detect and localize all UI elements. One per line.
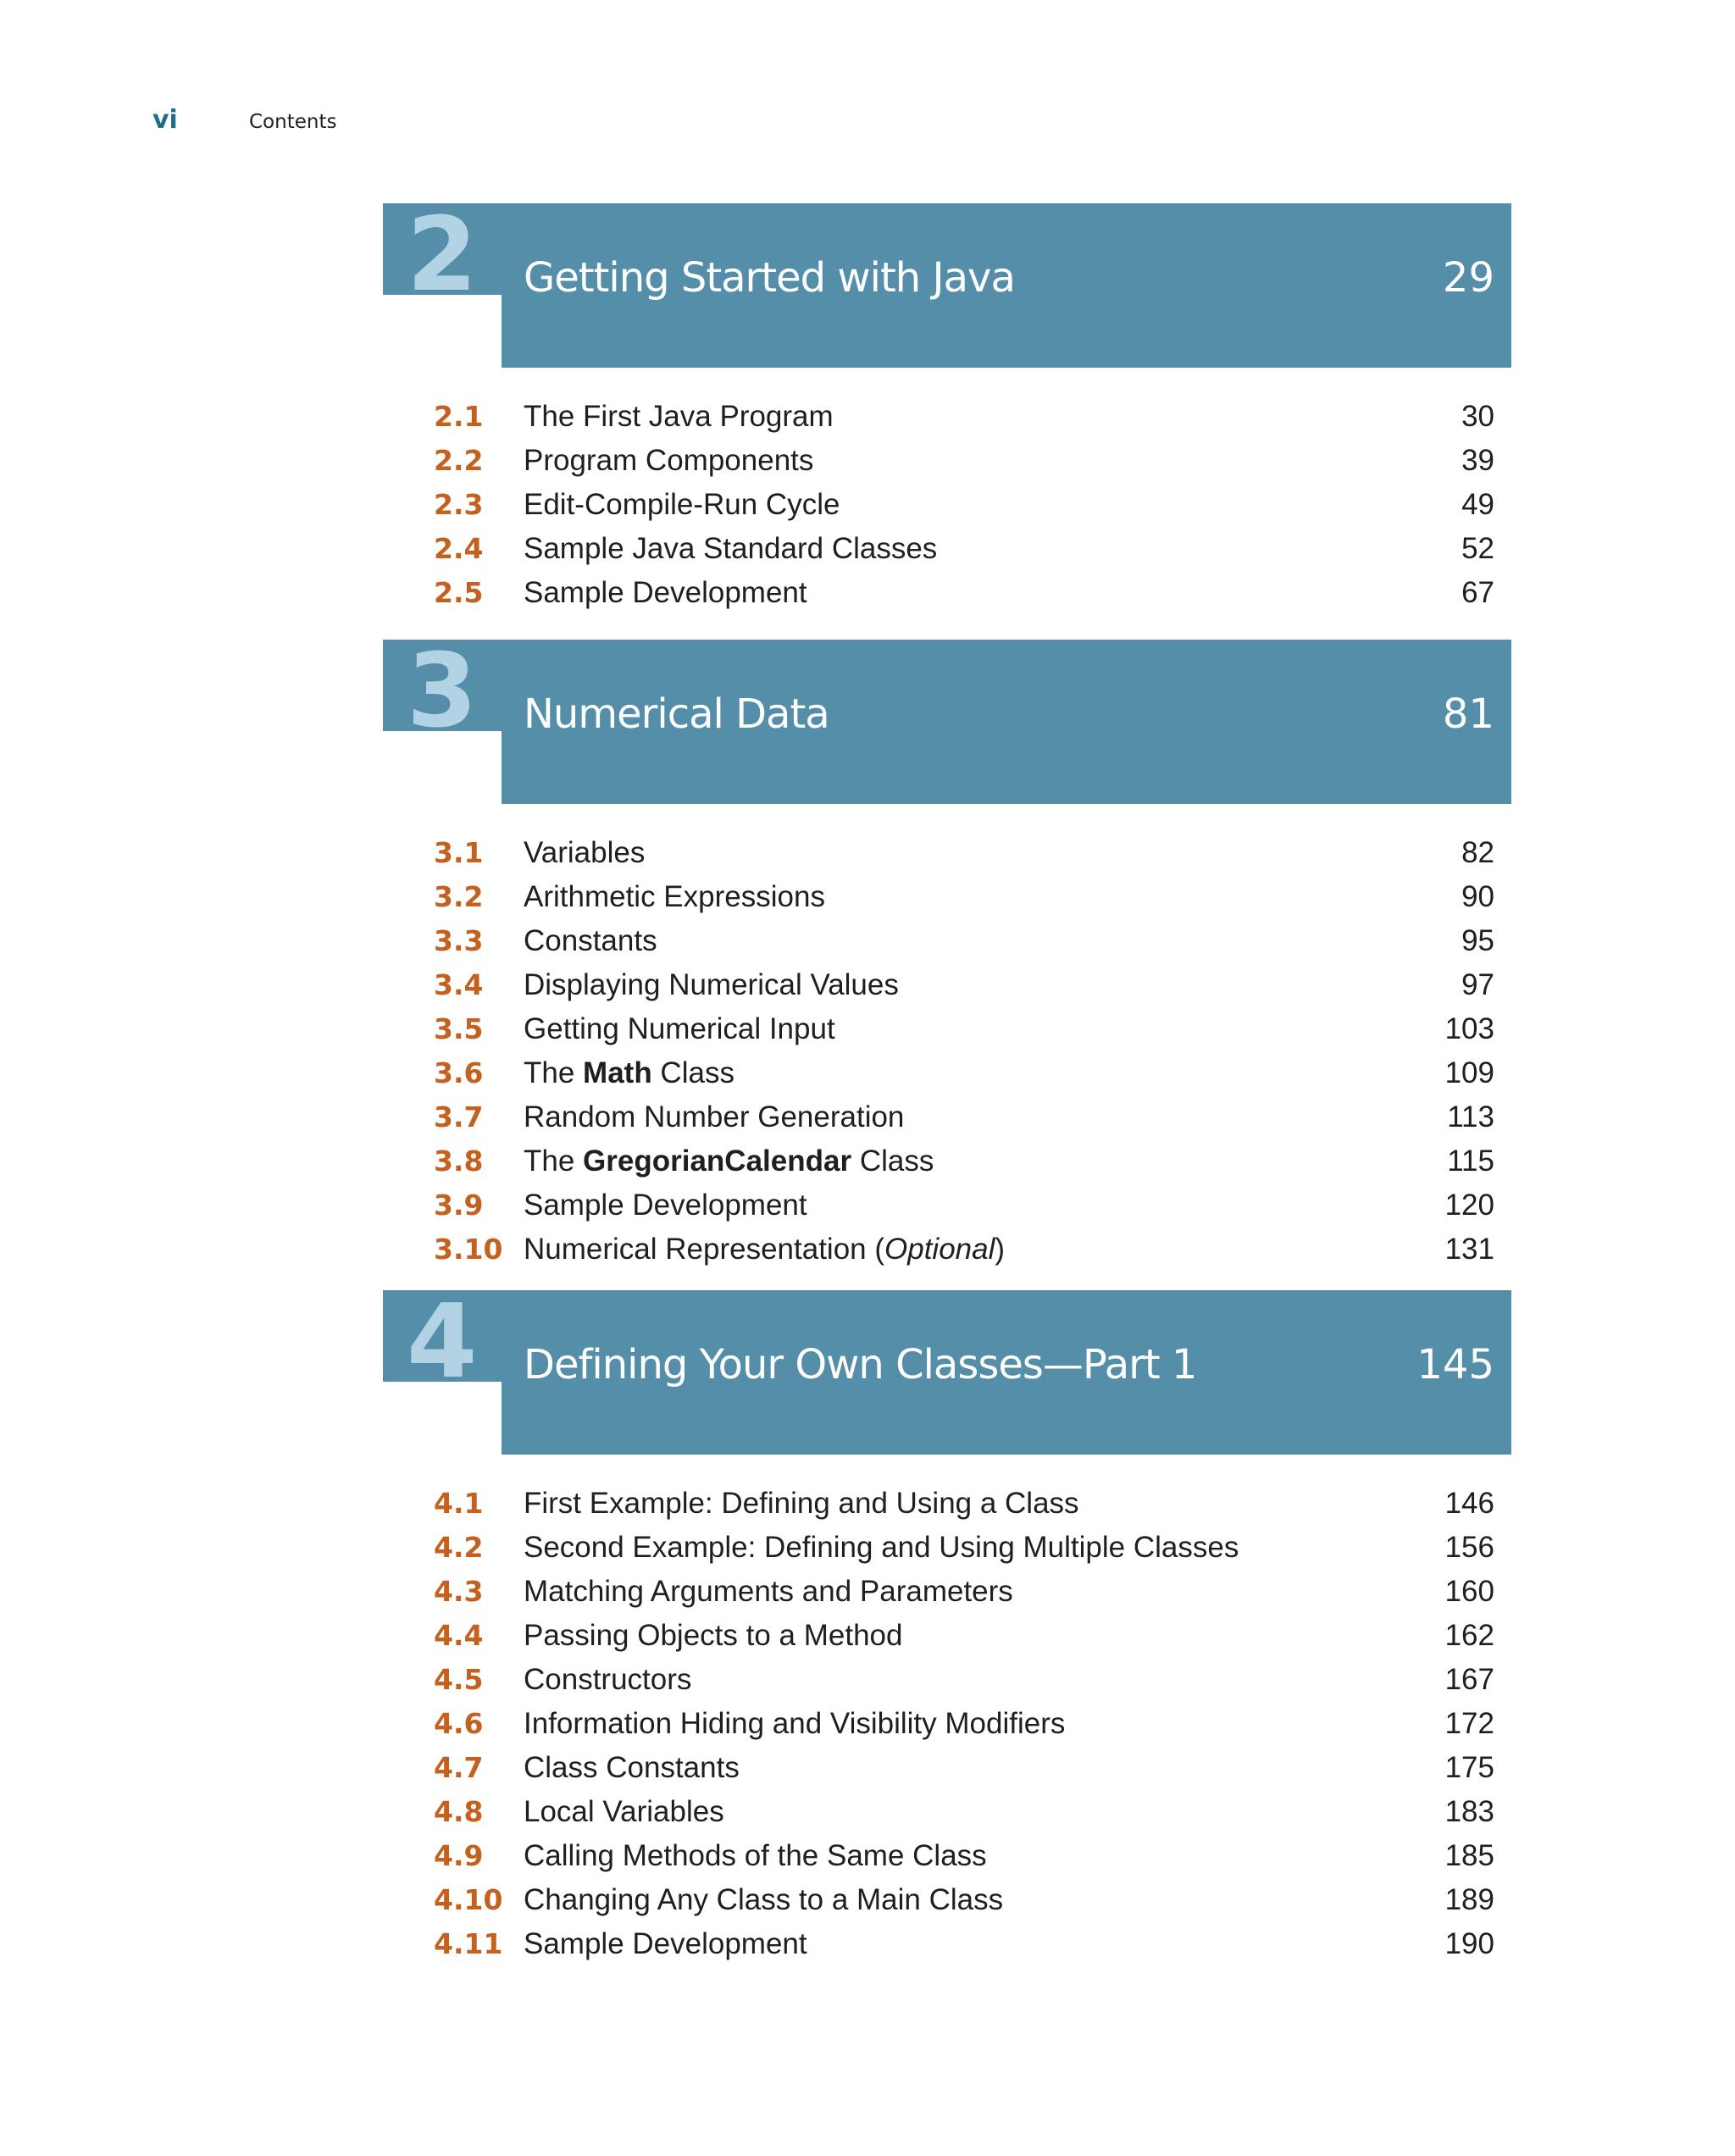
section-page-number: 95 (1461, 924, 1494, 957)
section-title (524, 1702, 1065, 1746)
title-text: First Example: Defining and Using a Class (524, 1487, 1079, 1520)
toc-entry[interactable] (383, 1746, 1511, 1790)
section-number: 3.1 (434, 836, 484, 869)
section-title (524, 831, 645, 875)
section-title (524, 1878, 1003, 1922)
chapter-3 (383, 633, 1511, 1272)
toc-entry[interactable] (383, 1702, 1511, 1746)
section-title (524, 963, 899, 1007)
section-number: 2.5 (434, 576, 484, 609)
toc-entry[interactable] (383, 1183, 1511, 1228)
title-text: Arithmetic Expressions (524, 880, 825, 913)
section-list (383, 831, 1511, 1272)
title-text: Getting Numerical Input (524, 1012, 835, 1045)
section-title (524, 1183, 807, 1228)
section-title (524, 395, 834, 439)
section-title (524, 1482, 1079, 1526)
chapter-page-number: 145 (1416, 1341, 1494, 1388)
chapter-number: 3 (407, 633, 478, 751)
section-title (524, 1922, 807, 1966)
section-list (383, 395, 1511, 615)
section-page-number: 175 (1444, 1751, 1494, 1784)
section-page-number: 120 (1444, 1189, 1494, 1222)
section-page-number: 103 (1444, 1012, 1494, 1045)
section-title (524, 1746, 740, 1790)
page-folio: vi (152, 105, 178, 135)
section-page-number: 160 (1444, 1575, 1494, 1608)
toc-entry[interactable] (383, 963, 1511, 1007)
title-text: Sample Development (524, 576, 807, 609)
title-text: ) (995, 1233, 1006, 1266)
section-title (524, 1228, 1005, 1272)
toc-entry[interactable] (383, 1526, 1511, 1570)
section-list (383, 1482, 1511, 1966)
title-text: Displaying Numerical Values (524, 968, 899, 1001)
section-title (524, 1614, 902, 1658)
section-page-number: 113 (1447, 1100, 1494, 1133)
chapter-number: 2 (407, 197, 478, 314)
toc-entry[interactable] (383, 483, 1511, 527)
toc-entry[interactable] (383, 1878, 1511, 1922)
chapter-header (383, 1283, 1511, 1455)
toc-entry[interactable] (383, 875, 1511, 919)
chapter-title[interactable]: Defining Your Own Classes—Part 1 (524, 1341, 1197, 1388)
section-number: 2.3 (434, 488, 484, 521)
section-number: 3.10 (434, 1233, 503, 1266)
section-page-number: 183 (1444, 1795, 1494, 1828)
section-page-number: 146 (1444, 1487, 1494, 1520)
title-text: Local Variables (524, 1795, 724, 1828)
section-page-number: 172 (1444, 1707, 1494, 1740)
title-text: Class (651, 1056, 734, 1089)
section-page-number: 30 (1461, 400, 1494, 433)
title-text: Matching Arguments and Parameters (524, 1575, 1013, 1608)
section-number: 3.7 (434, 1100, 484, 1133)
section-page-number: 156 (1444, 1531, 1494, 1564)
running-head (152, 105, 336, 139)
section-number: 3.9 (434, 1189, 484, 1222)
section-title (524, 1658, 691, 1702)
section-number: 4.7 (434, 1751, 484, 1784)
title-text: Second Example: Defining and Using Multiple Classes (524, 1531, 1239, 1564)
section-title (524, 1526, 1239, 1570)
section-number: 3.8 (434, 1145, 484, 1178)
class-name: Math (583, 1056, 652, 1089)
toc-entry[interactable] (383, 1570, 1511, 1614)
title-text: The First Java Program (524, 400, 834, 433)
toc-entry[interactable] (383, 571, 1511, 615)
section-page-number: 90 (1461, 880, 1494, 913)
toc-entry[interactable] (383, 831, 1511, 875)
section-number: 3.2 (434, 880, 484, 913)
title-text: Calling Methods of the Same Class (524, 1839, 987, 1872)
toc-entry[interactable] (383, 439, 1511, 483)
section-title (524, 919, 657, 963)
section-title (524, 875, 825, 919)
section-title (524, 1095, 904, 1139)
section-number: 4.3 (434, 1575, 484, 1608)
title-text: Constructors (524, 1663, 692, 1696)
section-number: 2.1 (434, 400, 484, 433)
chapter-page-number: 29 (1442, 254, 1494, 302)
section-number: 4.10 (434, 1883, 503, 1916)
section-page-number: 115 (1447, 1145, 1494, 1178)
section-page-number: 52 (1461, 532, 1494, 565)
chapter-title[interactable]: Numerical Data (524, 690, 829, 738)
section-page-number: 109 (1444, 1056, 1494, 1089)
section-page-number: 162 (1444, 1619, 1494, 1652)
section-number: 3.3 (434, 924, 484, 957)
section-title (524, 483, 840, 527)
section-number: 3.6 (434, 1056, 484, 1089)
section-number: 4.1 (434, 1487, 484, 1520)
section-page-number: 67 (1461, 576, 1494, 609)
title-text: Passing Objects to a Method (524, 1619, 903, 1652)
title-text: Class Constants (524, 1751, 740, 1784)
class-name: GregorianCalendar (583, 1145, 852, 1178)
section-page-number: 189 (1444, 1883, 1494, 1916)
toc-entry[interactable] (383, 1614, 1511, 1658)
toc-entry[interactable] (383, 919, 1511, 963)
running-title: Contents (249, 111, 337, 133)
section-number: 2.2 (434, 444, 484, 477)
section-title (524, 1570, 1013, 1614)
section-title (524, 1139, 934, 1183)
section-number: 3.5 (434, 1012, 484, 1045)
section-title (524, 1790, 724, 1834)
section-page-number: 39 (1461, 444, 1494, 477)
title-text: Constants (524, 924, 657, 957)
section-title (524, 571, 807, 615)
chapter-4 (383, 1283, 1511, 1966)
toc-entry[interactable] (383, 1482, 1511, 1526)
section-title (524, 527, 937, 571)
title-text: Sample Development (524, 1189, 807, 1222)
section-number: 4.9 (434, 1839, 484, 1872)
toc-entry[interactable] (383, 395, 1511, 439)
toc-entry[interactable] (383, 1228, 1511, 1272)
toc-entry[interactable] (383, 1922, 1511, 1966)
title-text: Numerical Representation ( (524, 1233, 885, 1266)
title-text: Program Components (524, 444, 814, 477)
section-number: 4.5 (434, 1663, 484, 1696)
chapter-header (383, 197, 1511, 368)
section-page-number: 131 (1444, 1233, 1494, 1266)
title-text: Information Hiding and Visibility Modifiers (524, 1707, 1066, 1740)
toc-entry[interactable] (383, 1139, 1511, 1183)
toc-entry[interactable] (383, 1007, 1511, 1051)
toc-entry[interactable] (383, 1658, 1511, 1702)
toc-entry[interactable] (383, 1095, 1511, 1139)
toc-entry[interactable] (383, 1834, 1511, 1878)
toc-entry[interactable] (383, 1790, 1511, 1834)
section-page-number: 190 (1444, 1927, 1494, 1960)
section-page-number: 82 (1461, 836, 1494, 869)
title-text: The (524, 1145, 584, 1178)
chapter-number: 4 (407, 1283, 478, 1401)
title-text: Changing Any Class to a Main Class (524, 1883, 1004, 1916)
section-title (524, 1051, 734, 1095)
title-text: Edit-Compile-Run Cycle (524, 488, 840, 521)
section-page-number: 49 (1461, 488, 1494, 521)
section-number: 2.4 (434, 532, 484, 565)
chapter-2 (383, 197, 1511, 615)
section-number: 4.6 (434, 1707, 484, 1740)
title-text: Variables (524, 836, 646, 869)
title-text: Random Number Generation (524, 1100, 905, 1133)
section-number: 4.4 (434, 1619, 484, 1652)
section-page-number: 97 (1461, 968, 1494, 1001)
chapter-title[interactable]: Getting Started with Java (524, 254, 1015, 302)
section-title (524, 439, 813, 483)
section-number: 4.11 (434, 1927, 503, 1960)
emphasis-text: Optional (884, 1233, 995, 1266)
title-text: Class (851, 1145, 934, 1178)
chapter-header (383, 633, 1511, 804)
section-page-number: 185 (1444, 1839, 1494, 1872)
chapter-page-number: 81 (1442, 690, 1494, 738)
toc-entry[interactable] (383, 527, 1511, 571)
toc-entry[interactable] (383, 1051, 1511, 1095)
title-text: The (524, 1056, 584, 1089)
section-number: 3.4 (434, 968, 484, 1001)
section-number: 4.2 (434, 1531, 484, 1564)
section-title (524, 1834, 987, 1878)
title-text: Sample Java Standard Classes (524, 532, 938, 565)
title-text: Sample Development (524, 1927, 807, 1960)
section-number: 4.8 (434, 1795, 484, 1828)
section-page-number: 167 (1444, 1663, 1494, 1696)
section-title (524, 1007, 835, 1051)
